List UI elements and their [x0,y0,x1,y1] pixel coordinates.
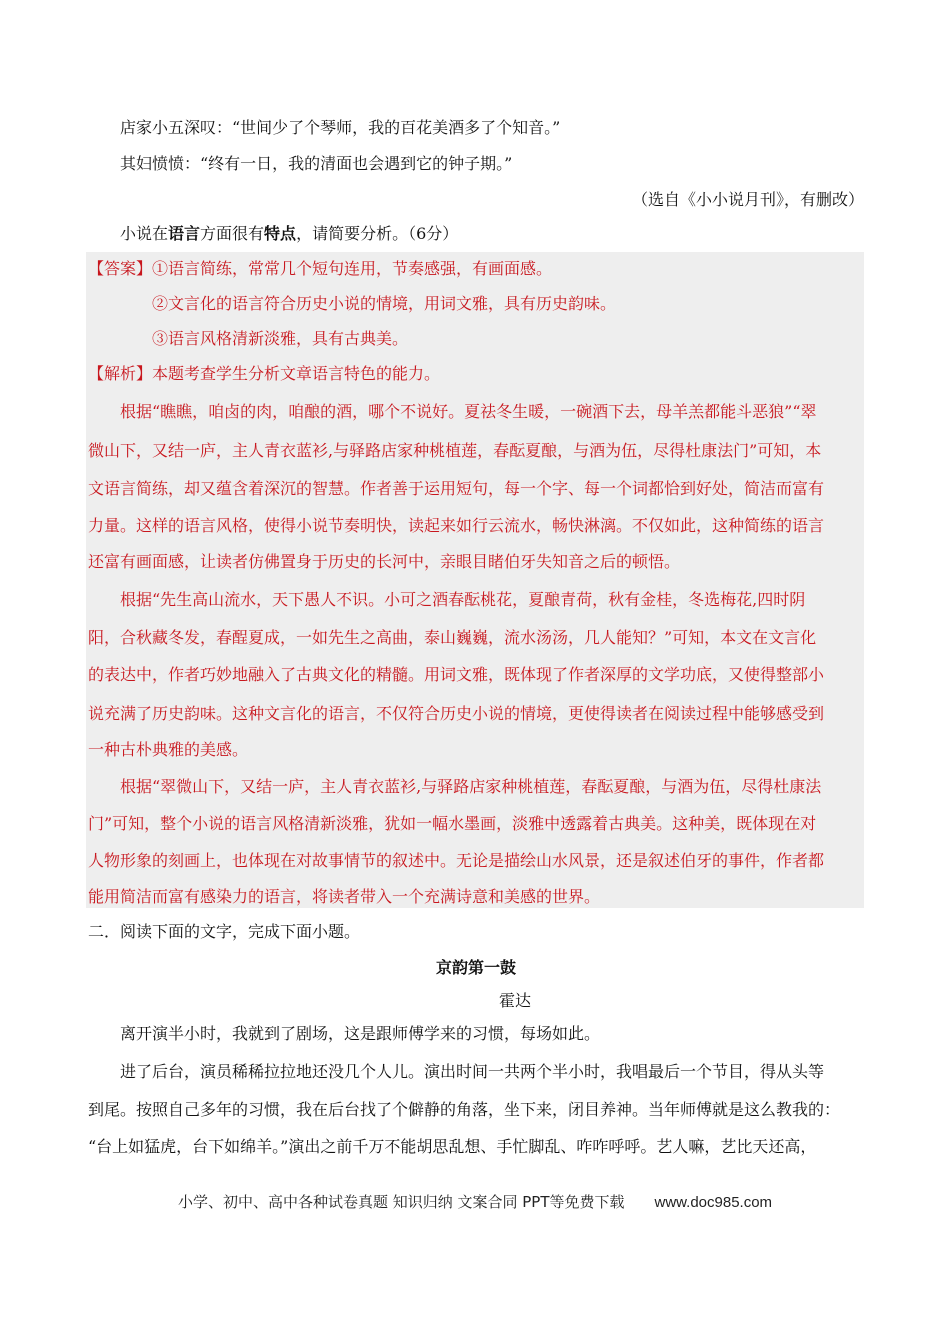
question-bold-feature: 特点 [264,224,297,243]
analysis-para1-line: 文语言简练，却又蕴含着深沉的智慧。作者善于运用短句，每一个字、每一个词都恰到好处，简洁而富有 [88,479,825,498]
analysis-para1-line: 根据“瞧瞧，咱卤的肉，咱酿的酒，哪个不说好。夏祛冬生暖，一碗酒下去，母羊羔都能斗恶狼”“翠 [120,402,817,421]
footer [0,1191,950,1212]
analysis-para3-line: 人物形象的刻画上，也体现在对故事情节的叙述中。无论是描绘山水风景，还是叙述伯牙的事件，作者都 [88,851,825,870]
analysis-para3-line: 门”可知，整个小说的语言风格清新淡雅，犹如一幅水墨画，淡雅中透露着古典美。这种美，既体现在对 [88,814,817,833]
article-title: 京韵第一鼓 [435,958,516,977]
analysis-para2-line: 根据“先生高山流水，天下愚人不识。小可之酒春酝桃花，夏酿青荷，秋有金桂，冬选梅花,四时阴 [120,590,806,609]
analysis-tag: 【解析】 [88,364,153,383]
article-para-2-line: “台上如猛虎，台下如绵羊。”演出之前千万不能胡思乱想、手忙脚乱、咋咋呼呼。艺人嘛，艺比天还高， [88,1137,817,1156]
question-mid: 方面很有 [200,224,265,243]
answer-tag: 【答案】 [88,259,153,278]
answer-point-3: ③语言风格清新淡雅，具有古典美。 [152,329,409,348]
story-line-1: 店家小五深叹：“世间少了个琴师，我的百花美酒多了个知音。” [120,118,561,137]
article-para-1: 离开演半小时，我就到了剧场，这是跟师傅学来的习惯，每场如此。 [120,1024,601,1043]
section2-instruction: 二．阅读下面的文字，完成下面小题。 [88,922,361,941]
analysis-para1-line: 还富有画面感，让读者仿佛置身于历史的长河中，亲眼目睹伯牙失知音之后的顿悟。 [88,552,681,571]
analysis-intro: 【解析】本题考查学生分析文章语言特色的能力。 [88,364,441,383]
question-post: ，请简要分析。（6分） [296,224,459,243]
analysis-para3-line: 根据“翠微山下，又结一庐，主人青衣蓝衫,与驿路店家种桃植莲，春酝夏酿，与酒为伍，尽得杜康法 [120,777,822,796]
answer-point-2: ②文言化的语言符合历史小说的情境，用词文雅，具有历史韵味。 [152,294,617,313]
analysis-para2-line: 阳，合秋藏冬发，春酲夏成，一如先生之高曲，泰山巍巍，流水汤汤，几人能知？”可知，本文在文言化 [88,628,817,647]
analysis-para2-line: 说充满了历史韵味。这种文言化的语言，不仅符合历史小说的情境，更使得读者在阅读过程中能够感受到 [88,704,825,723]
analysis-para2-line: 一种古朴典雅的美感。 [88,740,249,759]
analysis-para1-line: 微山下，又结一庐，主人青衣蓝衫,与驿路店家种桃植莲，春酝夏酿，与酒为伍，尽得杜康法门”可知，本 [88,441,822,460]
article-para-2-line: 进了后台，演员稀稀拉拉地还没几个人儿。演出时间一共两个半小时，我唱最后一个节目，得从头等 [120,1062,825,1081]
answer-point-1: 【答案】①语言简练，常常几个短句连用，节奏感强，有画面感。 [88,259,553,278]
story-line-2: 其妇愤愤：“终有一日，我的清面也会遇到它的钟子期。” [120,154,513,173]
analysis-para2-line: 的表达中，作者巧妙地融入了古典文化的精髓。用词文雅，既体现了作者深厚的文学功底，又使得整部小 [88,665,825,684]
story-source: （选自《小小说月刊》，有删改） [631,190,864,209]
article-author: 霍达 [498,991,531,1010]
analysis-para3-line: 能用简洁而富有感染力的语言，将读者带入一个充满诗意和美感的世界。 [88,887,601,906]
article-para-2-line: 到尾。按照自己多年的习惯，我在后台找了个僻静的角落，坐下来，闭目养神。当年师傅就是这么教我的： [88,1100,841,1119]
analysis-para1-line: 力量。这样的语言风格，使得小说节奏明快，读起来如行云流水，畅快淋漓。不仅如此，这种简练的语言 [88,516,825,535]
question-pre: 小说在 [120,224,169,243]
question [120,224,864,244]
footer-text: 小学、初中、高中各种试卷真题 知识归纳 文案合同 PPT等免费下载 [177,1193,625,1211]
footer-link[interactable]: www.doc985.com [654,1194,773,1211]
answer-box [86,252,864,908]
question-bold-language: 语言 [168,224,201,243]
